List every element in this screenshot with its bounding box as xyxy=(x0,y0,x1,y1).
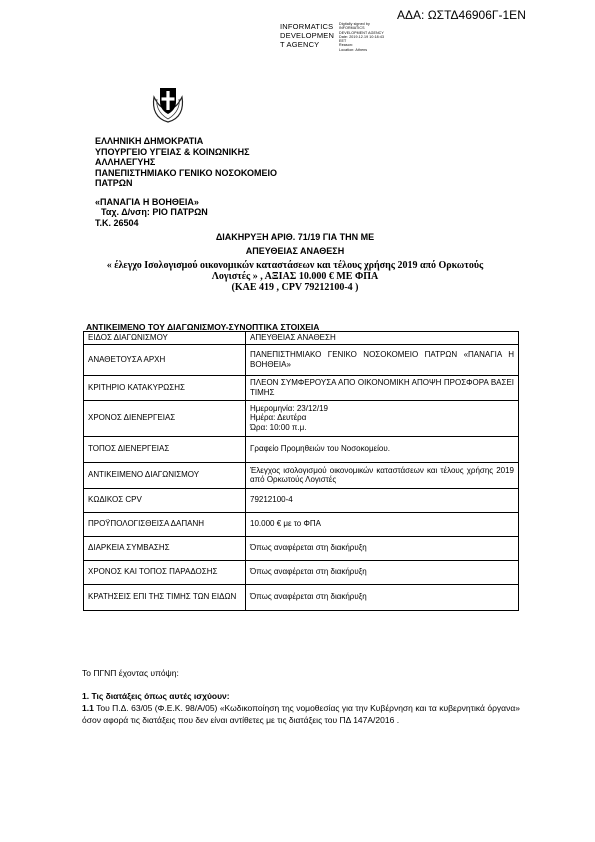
stamp-sig-line: Reason: xyxy=(339,43,354,48)
row-label: ΧΡΟΝΟΣ ΚΑΙ ΤΟΠΟΣ ΠΑΡΑΔΟΣΗΣ xyxy=(84,560,246,584)
announcement-line: ΑΠΕΥΘΕΙΑΣ ΑΝΑΘΕΣΗ xyxy=(245,246,345,256)
row-value: Γραφείο Προμηθειών του Νοσοκομείου. xyxy=(246,436,519,462)
table-title: ΑΝΤΙΚΕΙΜΕΝΟ ΤΟΥ ΔΙΑΓΩΝΙΣΜΟΥ-ΣΥΝΟΠΤΙΚΑ ΣΤΟΙΧΕΙΑ xyxy=(86,322,320,332)
row-label: ΠΡΟΫΠΟΛΟΓΙΣΘΕΙΣΑ ΔΑΠΑΝΗ xyxy=(84,512,246,536)
body-paragraph xyxy=(82,702,520,726)
row-label: ΚΡΙΤΗΡΙΟ ΚΑΤΑΚΥΡΩΣΗΣ xyxy=(84,375,246,400)
table-row xyxy=(84,488,519,512)
ada-code: ΑΔΑ: ΩΣΤΔ46906Γ-1ΕΝ xyxy=(397,8,526,22)
header-line: «ΠΑΝΑΓΙΑ Η ΒΟΗΘΕΙΑ» xyxy=(95,196,199,207)
table-row xyxy=(84,332,519,345)
table-row xyxy=(84,536,519,560)
row-label: ΚΡΑΤΗΣΕΙΣ ΕΠΙ ΤΗΣ ΤΙΜΗΣ ΤΩΝ ΕΙΔΩΝ xyxy=(84,584,246,610)
table-row xyxy=(84,400,519,436)
header-line: Τ.Κ. 26504 xyxy=(95,217,139,228)
stamp-sig-line: Location: Athens xyxy=(339,47,368,52)
stamp-sig-line: Date: 2019.12.19 10:18:43 xyxy=(339,34,385,39)
signature-stamp-org xyxy=(280,22,334,49)
table-row xyxy=(84,512,519,536)
table-row xyxy=(84,584,519,610)
stamp-org-line: DEVELOPMEN xyxy=(280,31,335,40)
row-label: ΔΙΑΡΚΕΙΑ ΣΥΜΒΑΣΗΣ xyxy=(84,536,246,560)
row-value: ΑΠΕΥΘΕΙΑΣ ΑΝΑΘΕΣΗ xyxy=(246,332,519,345)
announcement-line: ΔΙΑΚΗΡΥΞΗ ΑΡΙΘ. 71/19 ΓΙΑ ΤΗΝ ΜΕ xyxy=(215,232,375,242)
row-value: 10.000 € με το ΦΠΑ xyxy=(246,512,519,536)
row-value: Όπως αναφέρεται στη διακήρυξη xyxy=(246,560,519,584)
table-row xyxy=(84,462,519,488)
item-number: 1.1 xyxy=(82,703,94,713)
stamp-org-line: T AGENCY xyxy=(280,40,320,49)
row-label: ΚΩΔΙΚΟΣ CPV xyxy=(84,488,246,512)
row-value: Ημερομηνία: 23/12/19 Ημέρα: Δευτέρα Ώρα: 10:00 π.μ. xyxy=(246,400,519,436)
header-line: ΠΑΝΕΠΙΣΤΗΜΙΑΚΟ ΓΕΝΙΚΟ ΝΟΣΟΚΟΜΕΙΟ xyxy=(95,167,277,178)
row-value: Όπως αναφέρεται στη διακήρυξη xyxy=(246,584,519,610)
table-row xyxy=(84,436,519,462)
table-row xyxy=(84,375,519,400)
announcement-title xyxy=(60,232,530,293)
row-label: ΑΝΤΙΚΕΙΜΕΝΟ ΔΙΑΓΩΝΙΣΜΟΥ xyxy=(84,462,246,488)
row-value: ΠΑΝΕΠΙΣΤΗΜΙΑΚΟ ΓΕΝΙΚΟ ΝΟΣΟΚΟΜΕΙΟ ΠΑΤΡΩΝ «ΠΑΝΑΓΙΑ Η ΒΟΗΘΕΙΑ» xyxy=(246,344,519,375)
stamp-sig-line: INFORMATICS xyxy=(339,26,365,31)
announcement-line: Λογιστές » , ΑΞΙΑΣ 10.000 € ΜΕ ΦΠΑ xyxy=(211,271,379,282)
row-label: ΧΡΟΝΟΣ ΔΙΕΝΕΡΓΕΙΑΣ xyxy=(84,400,246,436)
row-label: ΕΙΔΟΣ ΔΙΑΓΩΝΙΣΜΟΥ xyxy=(84,332,246,345)
announcement-line: « έλεγχο Ισολογισμού οικονομικών καταστάσεων και τέλους χρήσης 2019 από Ορκωτούς xyxy=(106,260,484,271)
row-value: Έλεγχος ισολογισμού οικονομικών καταστάσεων και τέλους χρήσης 2019 από Ορκωτούς Λογιστές xyxy=(246,462,519,488)
stamp-sig-line: EET xyxy=(339,39,347,44)
stamp-org-line: INFORMATICS xyxy=(280,22,334,31)
summary-table xyxy=(83,331,519,611)
greek-emblem-icon xyxy=(148,85,188,125)
header-line: ΕΛΛΗΝΙΚΗ ΔΗΜΟΚΡΑΤΙΑ xyxy=(95,136,204,146)
body-heading: 1. Τις διατάξεις όπως αυτές ισχύουν: xyxy=(82,691,230,701)
row-label: ΤΟΠΟΣ ΔΙΕΝΕΡΓΕΙΑΣ xyxy=(84,436,246,462)
row-label: ΑΝΑΘΕΤΟΥΣΑ ΑΡΧΗ xyxy=(84,344,246,375)
row-value: ΠΛΕΟΝ ΣΥΜΦΕΡΟΥΣΑ ΑΠΟ ΟΙΚΟΝΟΜΙΚΗ ΑΠΟΨΗ ΠΡΟΣΦΟΡΑ ΒΑΣΕΙ ΤΙΜΗΣ xyxy=(246,375,519,400)
header-line: ΑΛΛΗΛΕΓΥΗΣ xyxy=(95,157,156,167)
header-line: ΠΑΤΡΩΝ xyxy=(95,178,133,188)
item-text: Του Π.Δ. 63/05 (Φ.Ε.Κ. 98/Α/05) «Κωδικοποίηση της νομοθεσίας για την Κυβέρνηση και τα κυβερνητικά όργανα» όσον αφορά τις διατάξεις που δεν είναι αντίθετες με τις διατάξεις του ΠΔ 147Α/2016 . xyxy=(82,703,520,725)
row-value: 79212100-4 xyxy=(246,488,519,512)
signature-stamp-details xyxy=(339,22,384,52)
header-line: ΥΠΟΥΡΓΕΙΟ ΥΓΕΙΑΣ & ΚΟΙΝΩΝΙΚΗΣ xyxy=(95,146,250,157)
header-line: Ταχ. Δ/νση: ΡΙΟ ΠΑΤΡΩΝ xyxy=(101,207,208,217)
announcement-line: (ΚΑΕ 419 , CPV 79212100-4 ) xyxy=(231,282,359,293)
issuer-header xyxy=(95,136,277,228)
stamp-sig-line: DEVELOPMENT AGENCY xyxy=(339,30,384,35)
stamp-sig-line: Digitally signed by xyxy=(339,22,370,26)
body-intro: Το ΠΓΝΠ έχοντας υπόψη: xyxy=(82,668,179,678)
table-row xyxy=(84,344,519,375)
table-row xyxy=(84,560,519,584)
row-value: Όπως αναφέρεται στη διακήρυξη xyxy=(246,536,519,560)
